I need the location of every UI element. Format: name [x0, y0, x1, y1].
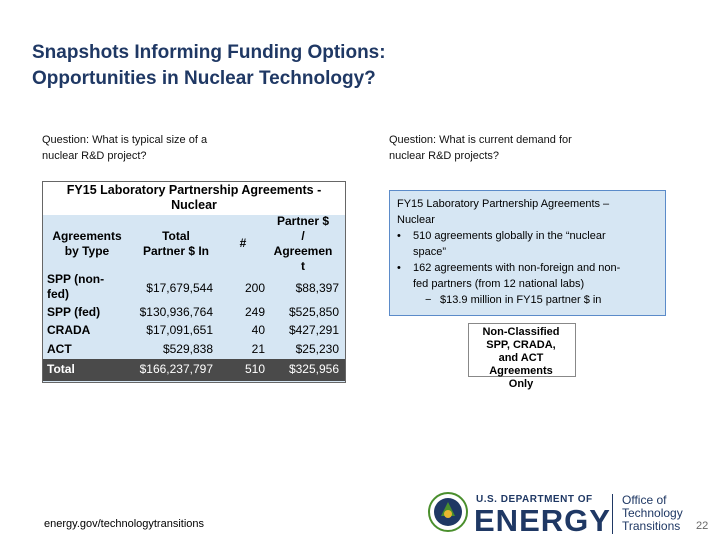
row-crada-count: 40 [251, 323, 265, 337]
note-box [470, 326, 572, 391]
row-crada-type: CRADA [47, 323, 91, 337]
note-line-4: Agreements [489, 365, 553, 377]
box-heading-line-1: FY15 Laboratory Partnership Agreements – [397, 198, 610, 210]
question-left-line-2: nuclear R&D project? [42, 150, 147, 162]
row-crada-total: $17,091,651 [146, 323, 213, 337]
note-line-3: and ACT [498, 352, 544, 364]
sub-bullet: $13.9 million in FY15 partner $ in [440, 294, 602, 306]
note-line-2: SPP, CRADA, [486, 339, 556, 351]
row-spp-nonfed-type-line-1: SPP (non- [47, 272, 105, 286]
header-count: # [239, 236, 247, 250]
header-per-line-2: / [301, 229, 305, 243]
doe-seal-icon [428, 492, 468, 532]
bullet-icon: • [397, 230, 401, 242]
table-title-line-1: FY15 Laboratory Partnership Agreements - [66, 183, 322, 197]
header-per-line-3: Agreemen [273, 244, 333, 258]
bullet-icon: • [397, 262, 401, 274]
total-row-type: Total [47, 362, 75, 376]
header-total [135, 229, 217, 259]
header-per-line-4: t [301, 259, 305, 273]
bullet-2-line-2: fed partners (from 12 national labs) [413, 278, 585, 290]
header-type-line-2: by Type [64, 244, 110, 258]
header-type-line-1: Agreements [52, 229, 122, 243]
row-spp-nonfed-count: 200 [244, 281, 265, 295]
doe-line: U.S. DEPARTMENT OF [476, 494, 593, 505]
question-right-line-2: nuclear R&D projects? [389, 150, 500, 162]
slide-title [32, 40, 592, 92]
row-act-total: $529,838 [162, 342, 213, 356]
row-crada-per: $427,291 [288, 323, 339, 337]
header-per-line-1: Partner $ [276, 214, 330, 228]
table-title [43, 183, 345, 215]
bullet-1-line-1: 510 agreements globally in the “nuclear [413, 230, 606, 242]
agreements-table [42, 181, 346, 383]
office-line-2: Technology [622, 506, 683, 520]
bullet-2-line-1: 162 agreements with non-foreign and non- [413, 262, 621, 274]
row-act-per: $25,230 [295, 342, 339, 356]
row-spp-nonfed-type [47, 272, 104, 302]
header-total-line-2: Partner $ In [142, 244, 210, 258]
question-left-line-1: Question: What is typical size of a [42, 134, 208, 146]
logo-divider [612, 494, 613, 534]
row-spp-fed-per: $525,850 [288, 305, 339, 319]
total-row-total: $166,237,797 [139, 362, 213, 376]
box-heading-line-2: Nuclear [397, 214, 435, 226]
row-spp-fed-count: 249 [244, 305, 265, 319]
table-title-line-2: Nuclear [171, 198, 217, 212]
row-spp-fed-total: $130,936,764 [139, 305, 213, 319]
office-line-1: Office of [622, 493, 667, 507]
title-line-2: Opportunities in Nuclear Technology? [32, 68, 376, 89]
page-number: 22 [696, 520, 709, 532]
question-left [42, 132, 207, 164]
footer-url: energy.gov/technologytransitions [44, 518, 205, 530]
dash-icon: − [425, 294, 432, 306]
row-spp-nonfed-type-line-2: fed) [47, 287, 69, 301]
header-per-agreement [265, 214, 341, 274]
bullet-1-line-2: space” [413, 246, 447, 258]
question-right-line-1: Question: What is current demand for [389, 134, 572, 146]
header-total-line-1: Total [162, 229, 190, 243]
header-type [47, 229, 127, 259]
total-row-count: 510 [244, 362, 265, 376]
note-line-1: Non-Classified [482, 326, 560, 338]
row-spp-nonfed-per: $88,397 [295, 281, 339, 295]
question-right [389, 132, 572, 164]
office-wordmark [622, 494, 683, 533]
row-spp-nonfed-total: $17,679,544 [146, 281, 213, 295]
row-spp-fed-type: SPP (fed) [47, 305, 101, 319]
row-act-type: ACT [47, 342, 72, 356]
total-row-per: $325,956 [288, 362, 339, 376]
row-act-count: 21 [251, 342, 265, 356]
note-line-5: Only [508, 378, 534, 390]
demand-summary-box [389, 190, 666, 316]
title-line-1: Snapshots Informing Funding Options: [32, 42, 386, 63]
doe-energy-wordmark: ENERGY [474, 503, 611, 538]
office-line-3: Transitions [622, 519, 681, 533]
